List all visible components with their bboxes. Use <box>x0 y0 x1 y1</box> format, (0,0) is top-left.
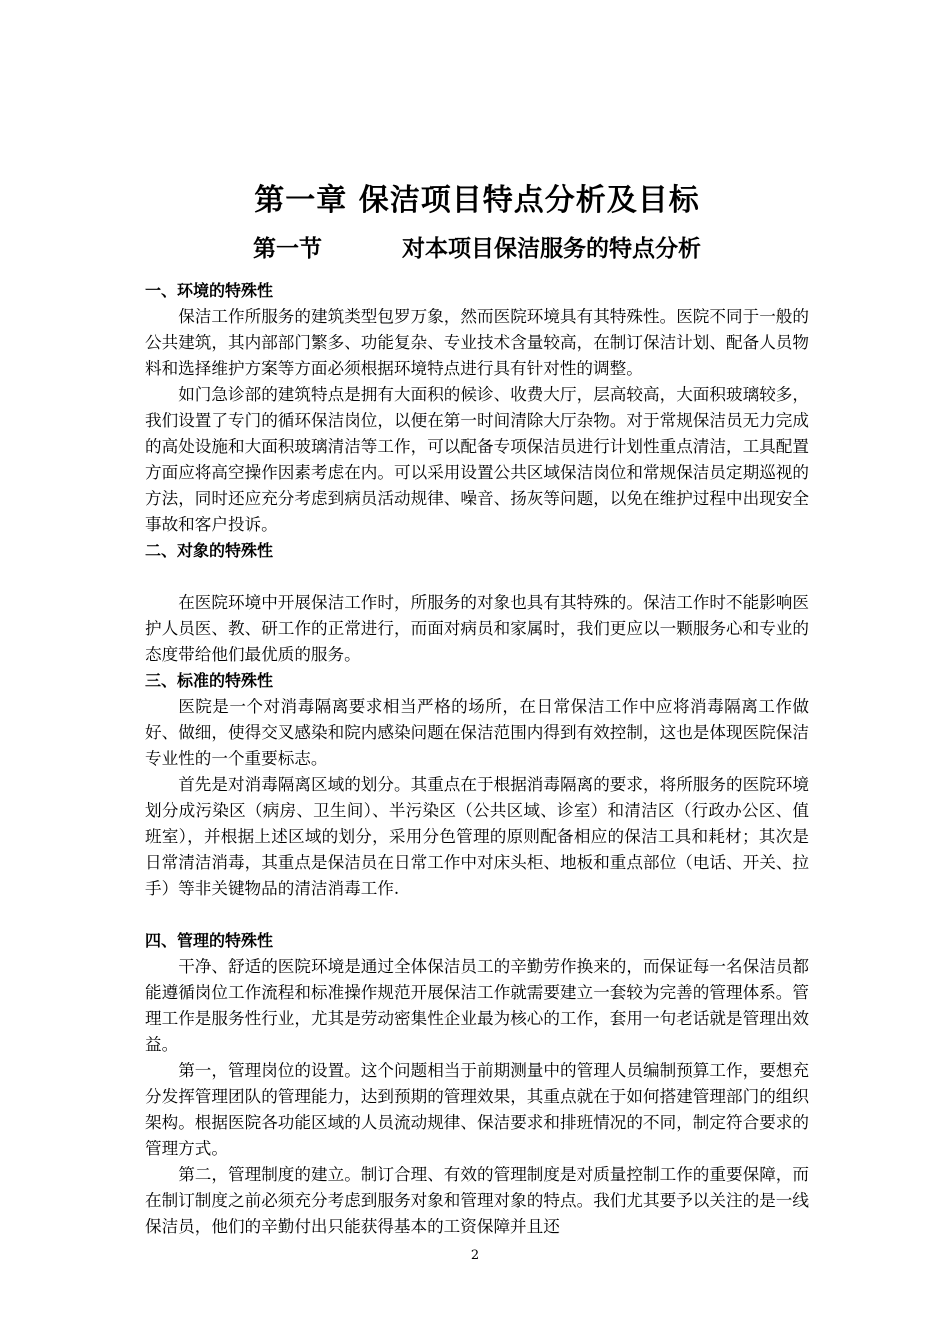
page-number: 2 <box>470 1248 480 1263</box>
chapter-title: 第一章 保洁项目特点分析及目标 <box>254 183 700 218</box>
paragraph: 保洁工作所服务的建筑类型包罗万象，然而医院环境具有其特殊性。医院不同于一般的公共建筑，其内部部门繁多、功能复杂、专业技术含量较高，在制订保洁计划、配备人员物料和选择维护方案等方面必须根据环境特点进行具有针对性的调整。 <box>145 307 809 378</box>
paragraph: 第一，管理岗位的设置。这个问题相当于前期测量中的管理人员编制预算工作，要想充分发挥管理团队的管理能力，达到预期的管理效果，其重点就在于如何搭建管理部门的组织架构。根据医院各功能区域的人员流动规律、保洁要求和排班情况的不同，制定符合要求的管理方式。 <box>145 1061 809 1158</box>
part-heading-management: 四、管理的特殊性 <box>145 931 274 950</box>
paragraph: 首先是对消毒隔离区域的划分。其重点在于根据消毒隔离的要求，将所服务的医院环境划分成污染区（病房、卫生间）、半污染区（公共区域、诊室）和清洁区（行政办公区、值班室），并根据上述区域的划分，采用分色管理的原则配备相应的保洁工具和耗材；其次是日常清洁消毒，其重点是保洁员在日常工作中对床头柜、地板和重点部位（电话、开关、拉手）等非关键物品的清洁消毒工作. <box>145 775 809 898</box>
part-heading-environment: 一、环境的特殊性 <box>145 281 274 300</box>
blank-line <box>145 902 809 928</box>
paragraph: 第二，管理制度的建立。制订合理、有效的管理制度是对质量控制工作的重要保障，而在制订制度之前必须充分考虑到服务对象和管理对象的特点。我们尤其要予以关注的是一线保洁员，他们的辛勤付出只能获得基本的工资保障并且还 <box>145 1165 809 1236</box>
paragraph: 如门急诊部的建筑特点是拥有大面积的候诊、收费大厅，层高较高，大面积玻璃较多，我们设置了专门的循环保洁岗位，以便在第一时间清除大厅杂物。对于常规保洁员无力完成的高处设施和大面积玻璃清洁等工作，可以配备专项保洁员进行计划性重点清洁，工具配置方面应将高空操作因素考虑在内。可以采用设置公共区域保洁岗位和常规保洁员定期巡视的方法，同时还应充分考虑到病员活动规律、噪音、扬灰等问题，以免在维护过程中出现安全事故和客户投诉。 <box>145 385 809 534</box>
blank-line <box>145 564 809 590</box>
paragraph: 医院是一个对消毒隔离要求相当严格的场所，在日常保洁工作中应将消毒隔离工作做好、做细，使得交叉感染和院内感染问题在保洁范围内得到有效控制，这也是体现医院保洁专业性的一个重要标志。 <box>145 697 809 768</box>
section-title-text: 对本项目保洁服务的特点分析 <box>402 236 701 262</box>
section-title <box>145 230 809 268</box>
paragraph: 在医院环境中开展保洁工作时，所服务的对象也具有其特殊的。保洁工作时不能影响医护人员医、教、研工作的正常进行，而面对病员和家属时，我们更应以一颗服务心和专业的态度带给他们最优质的服务。 <box>145 593 809 664</box>
part-heading-standards: 三、标准的特殊性 <box>145 671 274 690</box>
paragraph: 干净、舒适的医院环境是通过全体保洁员工的辛勤劳作换来的，而保证每一名保洁员都能遵循岗位工作流程和标准操作规范开展保洁工作就需要建立一套较为完善的管理体系。管理工作是服务性行业，尤其是劳动密集性企业最为核心的工作，套用一句老话就是管理出效益。 <box>145 957 809 1054</box>
part-heading-objects: 二、对象的特殊性 <box>145 541 274 560</box>
section-number: 第一节 <box>253 236 322 262</box>
page-content <box>145 176 809 1240</box>
